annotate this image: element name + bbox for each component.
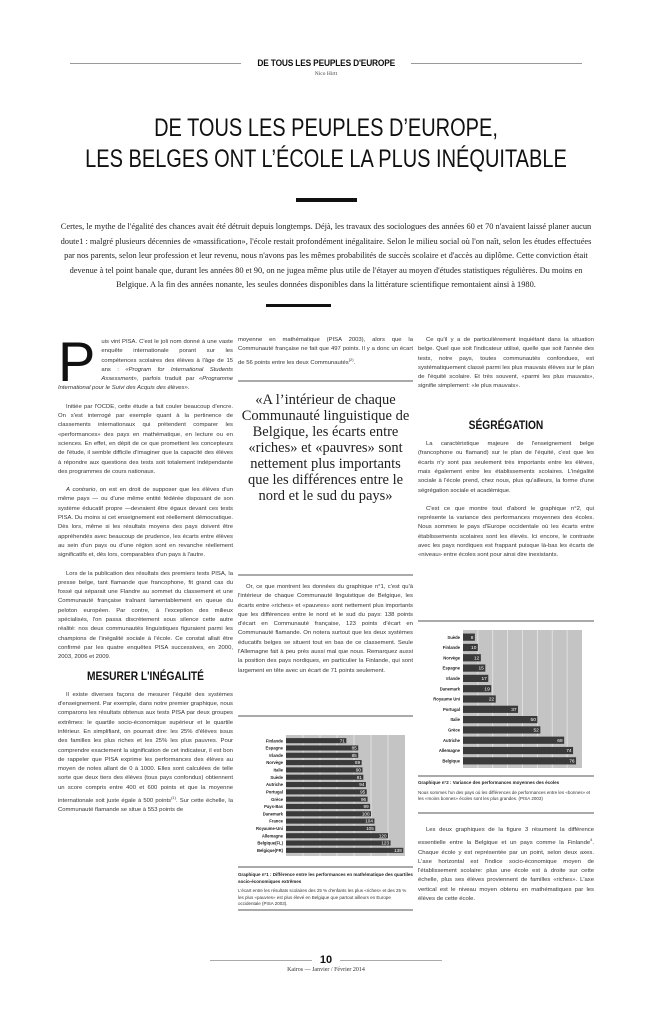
pull-quote-rule	[238, 380, 413, 382]
category-label: Portugal	[266, 789, 283, 795]
bar-value-label: 12	[474, 656, 480, 662]
text: . Chaque école y est représentée par un point, selon deux axes. L'axe horizontal est l'indice socio-économique moyen de l'établissement scolaire: plus une école est à droite sur cette échelle, plus ses élèves proviennent de familles «riches». L'axe vertical est le niveau moyen obtenu en mathématiques par les élèves de cette école.	[418, 840, 594, 903]
bar-royaume-uni	[286, 826, 375, 831]
section-heading: MESURER L'INÉGALITÉ	[87, 668, 204, 683]
chart-rule	[238, 866, 413, 868]
chart-2-title: Graphique n°2 : Variance des performances moyennes des écoles	[418, 780, 560, 785]
pull-quote: «A l’intérieur de chaque Communauté linguistique de Belgique, les écarts entre «riches» et «pauvres» sont nettement plus importants que les différences entre le nord et le sud du pays»	[241, 392, 410, 504]
column-2-top	[238, 336, 413, 377]
bar-value-label: 89	[355, 760, 361, 766]
chart-rule	[418, 620, 594, 622]
category-label: Belgique(FL)	[257, 840, 283, 846]
bar-value-label: 123	[381, 840, 390, 846]
category-label: Espagne	[442, 665, 460, 671]
category-label: Norvège	[443, 655, 460, 661]
chart-1-svg	[238, 730, 413, 860]
bar-espagne	[286, 745, 358, 750]
title-divider	[296, 198, 357, 202]
category-label: Finlande	[442, 645, 460, 651]
bar-belgique-fl-	[286, 840, 391, 845]
bar-value-label: 138	[394, 847, 402, 853]
chart-2-svg	[418, 628, 594, 774]
category-label: Autriche	[443, 737, 460, 743]
pull-quote-rule	[238, 574, 413, 576]
caption-rule	[238, 909, 413, 911]
bar-italie	[286, 767, 363, 772]
bar-value-label: 15	[478, 666, 484, 672]
bar-value-label: 96	[360, 796, 367, 802]
bar-gr-ce	[286, 797, 368, 802]
intro-divider	[266, 304, 331, 307]
bar-value-label: 91	[356, 774, 362, 780]
bar-value-label: 22	[488, 697, 495, 703]
bar-value-label: 74	[566, 749, 572, 755]
bar-value-label: 37	[511, 707, 517, 713]
section-heading: SÉGRÉGATION	[468, 417, 544, 432]
category-label: Royaume Uni	[433, 696, 460, 702]
bar-value-label: 85	[351, 752, 357, 758]
paragraph: C'est ce que montre tout d'abord le graphique n°2, qui représente la variance des performances moyennes des écoles. Nous sommes le pays d'Europe occidentale où les écarts entre établissements scolaires sont les élevés. Ici encore, le contraste avec les pays nordiques est frappant puisque là-bas les écarts de «niveau» entre écoles sont pour ainsi dire inexistants.	[418, 505, 594, 559]
bar-allemagne	[463, 747, 573, 754]
category-label: Danemark	[262, 811, 283, 817]
chart-2	[418, 628, 594, 776]
paragraph	[58, 486, 233, 560]
category-label: Grèce	[448, 727, 460, 733]
category-label: Grèce	[271, 796, 283, 802]
text: Les deux graphiques de la figure 3 résument la différence essentielle entre la Belgique et un pays comme la Finlande	[418, 827, 594, 847]
intro-paragraph: Certes, le mythe de l'égalité des chances avait été détruit depuis longtemps. Déjà, les travaux des sociologues des années 60 et 70 n'avaient laissé planer aucun doute1 : malgré plusieurs décennies de «massification», l'école restait profondément inégalitaire. Selon le milieu social où l'on naît, selon les études effectuées par nos parents, selon leur profession et leur revenu, nous n'avons pas les mêmes probabilités de succès scolaire et d'accès au diplôme. Cette conviction était devenue à tel point banale que, durant les années 80 et 90, on ne jugea même plus utile de l'étayer au moyen d'études statistiques régulières. Du moins en Belgique. A la fin des années nonante, les seules données disponibles dans la littérature scientifique remontaient ainsi à 1980.	[60, 222, 592, 289]
footnote-ref: (2)	[348, 356, 354, 362]
column-2-body	[238, 583, 413, 685]
text-italic: «Programme International pour le Suivi des Acquis des élèves»	[58, 376, 233, 392]
bar-france	[286, 819, 374, 824]
bar-danemark	[286, 811, 371, 816]
bar-gr-ce	[463, 726, 540, 733]
bar-value-label: 85	[351, 745, 357, 751]
paragraph	[58, 691, 233, 816]
bar-value-label: 68	[557, 738, 563, 744]
bar-norv-ge	[286, 760, 362, 765]
drop-cap: P	[58, 330, 96, 393]
column-1	[58, 330, 233, 825]
category-label: Danemark	[439, 686, 460, 692]
header-rule-right	[411, 63, 582, 64]
footer-rule-right	[340, 960, 442, 961]
category-label: Allemagne	[261, 833, 283, 839]
bar-pays-bas	[286, 804, 370, 809]
chart-2-description: Nous sommes l'un des pays où les différences de performances entre les «bonnes» et les «moins bonnes» écoles sont les plus grandes. (PISA 2003)	[418, 789, 591, 801]
text: uis vint PISA. C'est le joli nom donné à une vaste enquête internationale porant sur les compétences scolaires des élèves à l'âge de 15 ans :	[101, 339, 233, 373]
category-label: France	[269, 818, 283, 824]
bar-value-label: 17	[481, 676, 487, 682]
chart-rule	[418, 775, 594, 777]
category-label: Suède	[447, 634, 460, 640]
footer-rule-left	[210, 960, 312, 961]
page-number: 10	[319, 954, 333, 966]
bar-finlande	[286, 738, 346, 743]
bar-value-label: 99	[363, 804, 369, 810]
bar-portugal	[463, 706, 518, 713]
bar-portugal	[286, 789, 367, 794]
bar-italie	[463, 716, 537, 723]
chart-2-caption	[418, 780, 594, 803]
category-label: Norvège	[266, 760, 283, 766]
paragraph: Lors de la publication des résultats des premiers tests PISA, la presse belge, tant flamande que francophone, fit grand cas du fossé qui séparait une Flandre au sommet du classement et une Communauté française traînant lamentablement en queue du peloton européen. Par contre, à l'exception des milieux spécialisés, l'on passa discrètement sous silence cette autre réalité: nos deux communautés linguistiques figuraient parmi les champions de l'inégalité sociale à l'école. Ce constat allait être confirmé par les quatre enquêtes PISA successives, en 2000, 2003, 2006 et 2009.	[58, 570, 233, 661]
text: , parfois traduit par	[136, 376, 199, 383]
footnote-ref: (1)	[171, 795, 176, 801]
paragraph	[418, 826, 594, 904]
bar-value-label: 94	[359, 782, 365, 788]
text: . Sur cette échelle, la Communauté flamande se situe à 553 points de	[58, 798, 233, 814]
footnote-ref: 4	[590, 837, 593, 843]
bar-allemagne	[286, 833, 388, 838]
author: Nico Hirtt	[314, 71, 338, 77]
chart-1-caption	[238, 872, 413, 908]
text-italic: A contrario	[66, 487, 96, 494]
bar-value-label: 100	[361, 811, 370, 817]
chart-rule	[238, 715, 413, 717]
text: .	[187, 385, 190, 392]
title-line-1: DE TOUS LES PEUPLES D’EUROPE,	[154, 114, 498, 142]
text: .	[353, 359, 356, 366]
title-line-2: LES BELGES ONT L’ÉCOLE LA PLUS INÉQUITABLE	[85, 145, 567, 173]
category-label: Autriche	[266, 782, 283, 788]
bar-value-label: 120	[378, 833, 387, 839]
bar-value-label: 71	[339, 738, 345, 744]
paragraph: Or, ce que montrent les données du graphique n°1, c'est qu'à l'intérieur de chaque Communauté linguistique de Belgique, les écarts entre «riches» et «pauvres» sont nettement plus importants que les différences entre le nord et le sud du pays: 138 points d'écart en Communauté française, 123 points d'écart en Communauté flamande. On notera surtout que les deux systèmes éducatifs belges se situent tout en bas de ce classement. Seule l'Allemagne fait à peu près aussi mal que nous. Remarquez aussi la position des pays nordiques, en particulier la Finlande, qui sont largement en tête avec un écart de 71 points seulement.	[238, 584, 413, 674]
category-label: Suède	[270, 774, 283, 780]
caption-rule	[418, 812, 594, 814]
bar-autriche	[463, 737, 564, 744]
text: Il existe diverses façons de mesurer l'équité des systèmes d'enseignement. Par exemple, dans notre premier graphique, nous comparons les résultats obtenus aux tests PISA par deux groupes extrêmes: le quartile socio-économique supérieur et le quartile inférieur. En simplifiant, on pourrait dire: les 25% d'élèves issus des familles les plus riches et les 25% les plus pauvres. Pour comprendre exactement la signification de cet indicateur, il est bon de rappeler que PISA exprime les performances des élèves au moyen de notes allant de 0 à 1000. Elles sont calculées de telle sorte que deux tiers des élèves (tous pays confondus) obtiennent un score compris entre 400 et 600 points et que la moyenne internationale soit juste égale à 500 points	[58, 691, 233, 805]
bar-value-label: 19	[484, 687, 490, 693]
article-title	[81, 113, 571, 175]
text-italic: «Program for International Students Assessment»	[101, 366, 233, 383]
header-rule-left	[70, 63, 241, 64]
chart-1-description: L'écart entre les résultats scolaires des 25 % d'enfants les plus «riches» et des 25 % les plus «pauvres» est plus élevé en Belgique que partout ailleurs en Europe occidentale (PISA 2003).	[238, 888, 407, 906]
bar-value-label: 104	[365, 818, 373, 824]
bar-value-label: 52	[533, 728, 539, 734]
bar-belgique-fr-	[286, 848, 403, 853]
running-title: DE TOUS LES PEUPLES D'EUROPE	[257, 57, 395, 69]
footer	[210, 955, 442, 965]
category-label: Pays-Bas	[264, 804, 283, 810]
publication-info: Kairos — Janvier / Février 2014	[287, 967, 365, 973]
bar-value-label: 90	[355, 767, 361, 773]
bar-su-de	[286, 775, 363, 780]
category-label: Royaume-Uni	[256, 826, 283, 832]
bar-value-label: 76	[569, 759, 575, 765]
category-label: Finlande	[265, 738, 283, 744]
category-label: Belgique	[442, 758, 460, 764]
bar-value-label: 105	[366, 826, 374, 832]
category-label: Italie	[450, 717, 460, 723]
running-header	[70, 56, 582, 70]
category-label: Belgique(FR)	[256, 847, 283, 853]
bar-autriche	[286, 782, 366, 787]
column-3-bottom	[418, 826, 594, 913]
bar-value-label: 50	[530, 718, 536, 724]
paragraph: Initiée par l'OCDE, cette étude a fait couler beaucoup d'encre. On s'est interrogé par exemple quant à la pertinence de classements internationaux qui prétendent comparer les «performances» des pays en mathématique, en lecture ou en sciences. En effet, en dépit de ce que promettent les concepteurs de l'étude, il semble difficile d'imaginer que la capacité des élèves à répondre aux questions des tests soit totalement indépendante des programmes de cours nationaux.	[58, 403, 233, 475]
column-3-top	[418, 336, 594, 570]
category-label: Irlande	[446, 675, 460, 681]
text: moyenne en mathématique (PISA 2003), alors que la Communauté française ne fait que 497 points. Il y a donc un écart de 56 points entre les deux Communautés	[238, 337, 413, 366]
bar-value-label: 10	[471, 646, 477, 652]
bar-value-label: 95	[360, 789, 366, 795]
paragraph: La caractéristique majeure de l'enseignement belge (francophone ou flamand) sur le plan de l'équité, c'est que les écarts n'y sont pas seulement très importants entre les élèves, mais également entre les établissements scolaires. L'inégalité sociale à l'école prend, chez nous, plus qu'ailleurs, la forme d'une ségrégation sociale et académique.	[418, 441, 594, 494]
category-label: Portugal	[443, 706, 460, 712]
paragraph	[238, 336, 413, 368]
paragraph: Ce qu'il y a de particulièrement inquiétant dans la situation belge. Quel que soit l'indicateur utilisé, quelle que soit l'année des tests, notre pays, toutes communautés confondues, est systématiquement classé parmi les plus mauvais élèves sur le plan de l'équité scolaire. Et très souvent, «parmi les plus mauvais», signifie simplement: «le plus mauvais».	[418, 337, 594, 390]
category-label: Espagne	[265, 745, 283, 751]
category-label: Allemagne	[438, 748, 460, 754]
bar-belgique	[463, 757, 576, 764]
paragraph	[58, 330, 233, 394]
chart-1-title: Graphique n°1 : Différence entre les performances en mathématique des quartiles socio-économiques extrêmes	[238, 872, 413, 884]
category-label: Irlande	[269, 752, 283, 758]
chart-1	[238, 730, 413, 860]
category-label: Italie	[273, 767, 283, 773]
text: , on est en droit de supposer que les élèves d'un même pays — ou d'une même entité fédérée disposant de son système éducatif propre —devraient être égaux devant ces tests PISA. Du moins si cet enseignement est réellement démocratique. Dès lors, même si les résultats moyens des pays doivent être appréhendés avec beaucoup de prudence, les écarts entre élèves au sein d'un pays ou d'une région sont en revanche réellement significatifs et, dès lors, comparables d'un pays à l'autre.	[58, 487, 233, 559]
bar-value-label: 8	[470, 635, 474, 641]
bar-irlande	[286, 753, 358, 758]
